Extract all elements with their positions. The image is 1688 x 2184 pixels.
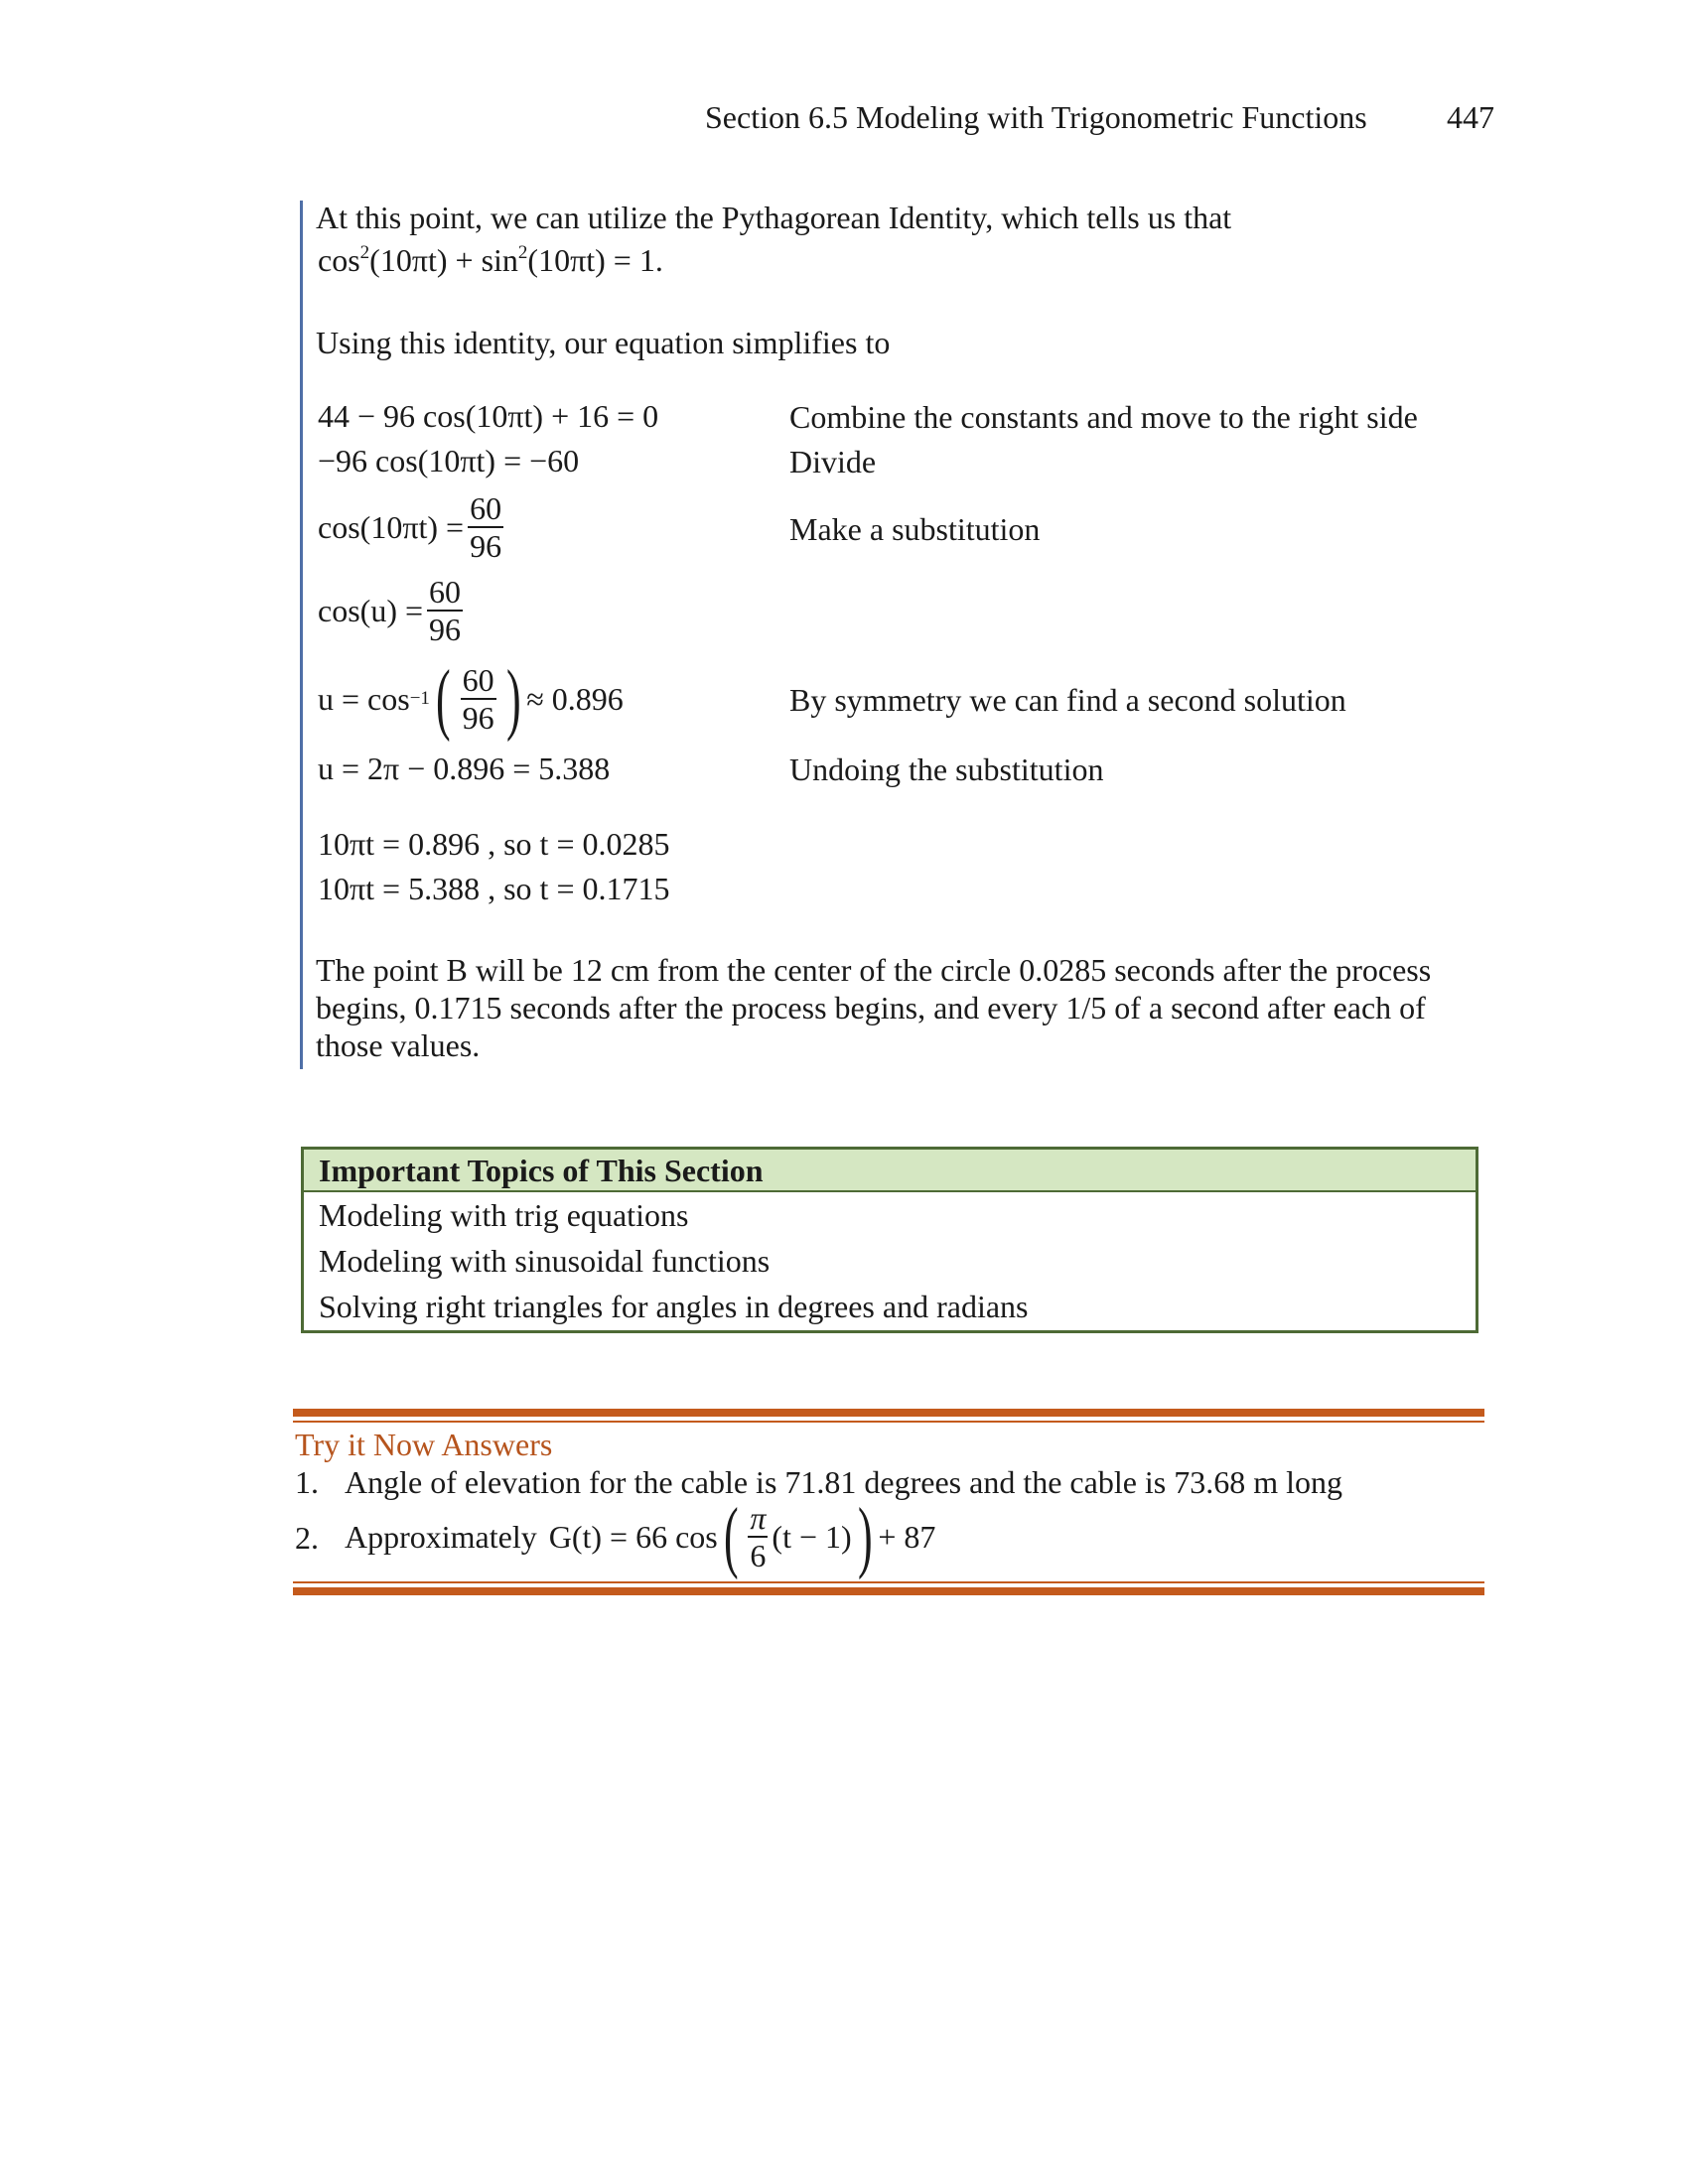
answer-2-prefix: Approximately <box>345 1518 537 1555</box>
identity-middle: (10πt) + sin <box>369 242 518 278</box>
step1-equation: 44 − 96 cos(10πt) + 16 = 0 <box>318 398 659 434</box>
topic-item: Modeling with sinusoidal functions <box>319 1243 771 1279</box>
conclusion-line-3: those values. <box>316 1027 481 1063</box>
identity-end: (10πt) = 1. <box>527 242 663 278</box>
answer-2-numerator: π <box>750 1500 767 1536</box>
conclusion-line-1: The point B will be 12 cm from the center of the circle 0.0285 seconds after the process <box>316 952 1432 988</box>
step4-equation <box>318 574 467 647</box>
step5-equation: u = cos −1 ( $\frac{60}{96}$ ) ≈ 0.896 <box>318 655 624 743</box>
running-header <box>705 99 1494 136</box>
answer-2-rhs: + 87 <box>878 1518 936 1555</box>
pythagorean-identity: $\cos^2(10\pi t) + \sin^2(10\pi t) = 1$. <box>318 242 663 278</box>
answer-2-denominator: 6 <box>750 1538 767 1573</box>
answer-1: Angle of elevation for the cable is 71.81 degrees and the cable is 73.68 m long <box>345 1464 1343 1500</box>
step4-fraction <box>427 574 463 647</box>
step3-lhs: cos(10πt) = <box>318 508 465 545</box>
answer-2-inner: (t − 1) <box>772 1518 852 1555</box>
step7-equation: 10πt = 0.896 , so t = 0.0285 <box>318 826 670 862</box>
topics-heading: Important Topics of This Section <box>304 1150 1476 1192</box>
intro-line: At this point, we can utilize the Pythagorean Identity, which tells us that <box>316 200 1232 235</box>
step3-numerator: 60 <box>470 490 502 526</box>
example-side-bar <box>300 201 303 1069</box>
left-paren-icon: ( <box>435 655 451 743</box>
step5-numerator: 60 <box>462 662 494 698</box>
step5-rhs: ≈ 0.896 <box>526 680 624 717</box>
top-rule-thin <box>293 1421 1484 1423</box>
right-paren-icon: ) <box>505 655 521 743</box>
step5-note: By symmetry we can find a second solution <box>789 682 1346 718</box>
step4-lhs: cos(u) = <box>318 592 424 628</box>
step8-equation: 10πt = 5.388 , so t = 0.1715 <box>318 871 670 906</box>
step4-denominator: 96 <box>429 612 462 647</box>
topic-item: Solving right triangles for angles in degrees and radians <box>319 1289 1029 1324</box>
simplify-line: Using this identity, our equation simplifies to <box>316 325 891 360</box>
important-topics-box <box>301 1147 1478 1333</box>
step3-fraction <box>468 490 503 564</box>
top-rule-thick <box>293 1409 1484 1417</box>
section-title: Section 6.5 Modeling with Trigonometric Functions <box>705 99 1367 135</box>
step6-note: Undoing the substitution <box>789 751 1104 787</box>
step3-note: Make a substitution <box>789 511 1041 547</box>
answer-2-lhs: G(t) = 66 cos <box>548 1518 718 1555</box>
step3-denominator: 96 <box>470 528 502 564</box>
conclusion-line-2: begins, 0.1715 seconds after the process begins, and every 1/5 of a second after each of <box>316 990 1426 1025</box>
step6-equation: u = 2π − 0.896 = 5.388 <box>318 751 611 786</box>
bottom-rule-thin <box>293 1581 1484 1583</box>
left-paren-icon: ( <box>723 1493 739 1580</box>
topic-item: Modeling with trig equations <box>319 1197 689 1233</box>
answer-1-number: 1. <box>295 1464 319 1500</box>
right-paren-icon: ) <box>857 1493 873 1580</box>
step1-note: Combine the constants and move to the right side <box>789 399 1418 435</box>
step5-fraction <box>461 662 496 736</box>
answer-2 <box>345 1493 936 1580</box>
step2-equation: −96 cos(10πt) = −60 <box>318 443 580 478</box>
bottom-rule-thick <box>293 1587 1484 1595</box>
step5-denominator: 96 <box>462 700 494 736</box>
try-it-now-title: Try it Now Answers <box>295 1427 553 1462</box>
page-number: 447 <box>1447 99 1494 135</box>
step4-numerator: 60 <box>429 574 462 610</box>
step2-note: Divide <box>789 444 877 479</box>
step3-equation <box>318 490 507 564</box>
step5-lhs: u = cos <box>318 680 410 717</box>
answer-2-number: 2. <box>295 1520 319 1556</box>
answer-2-fraction <box>748 1500 768 1573</box>
